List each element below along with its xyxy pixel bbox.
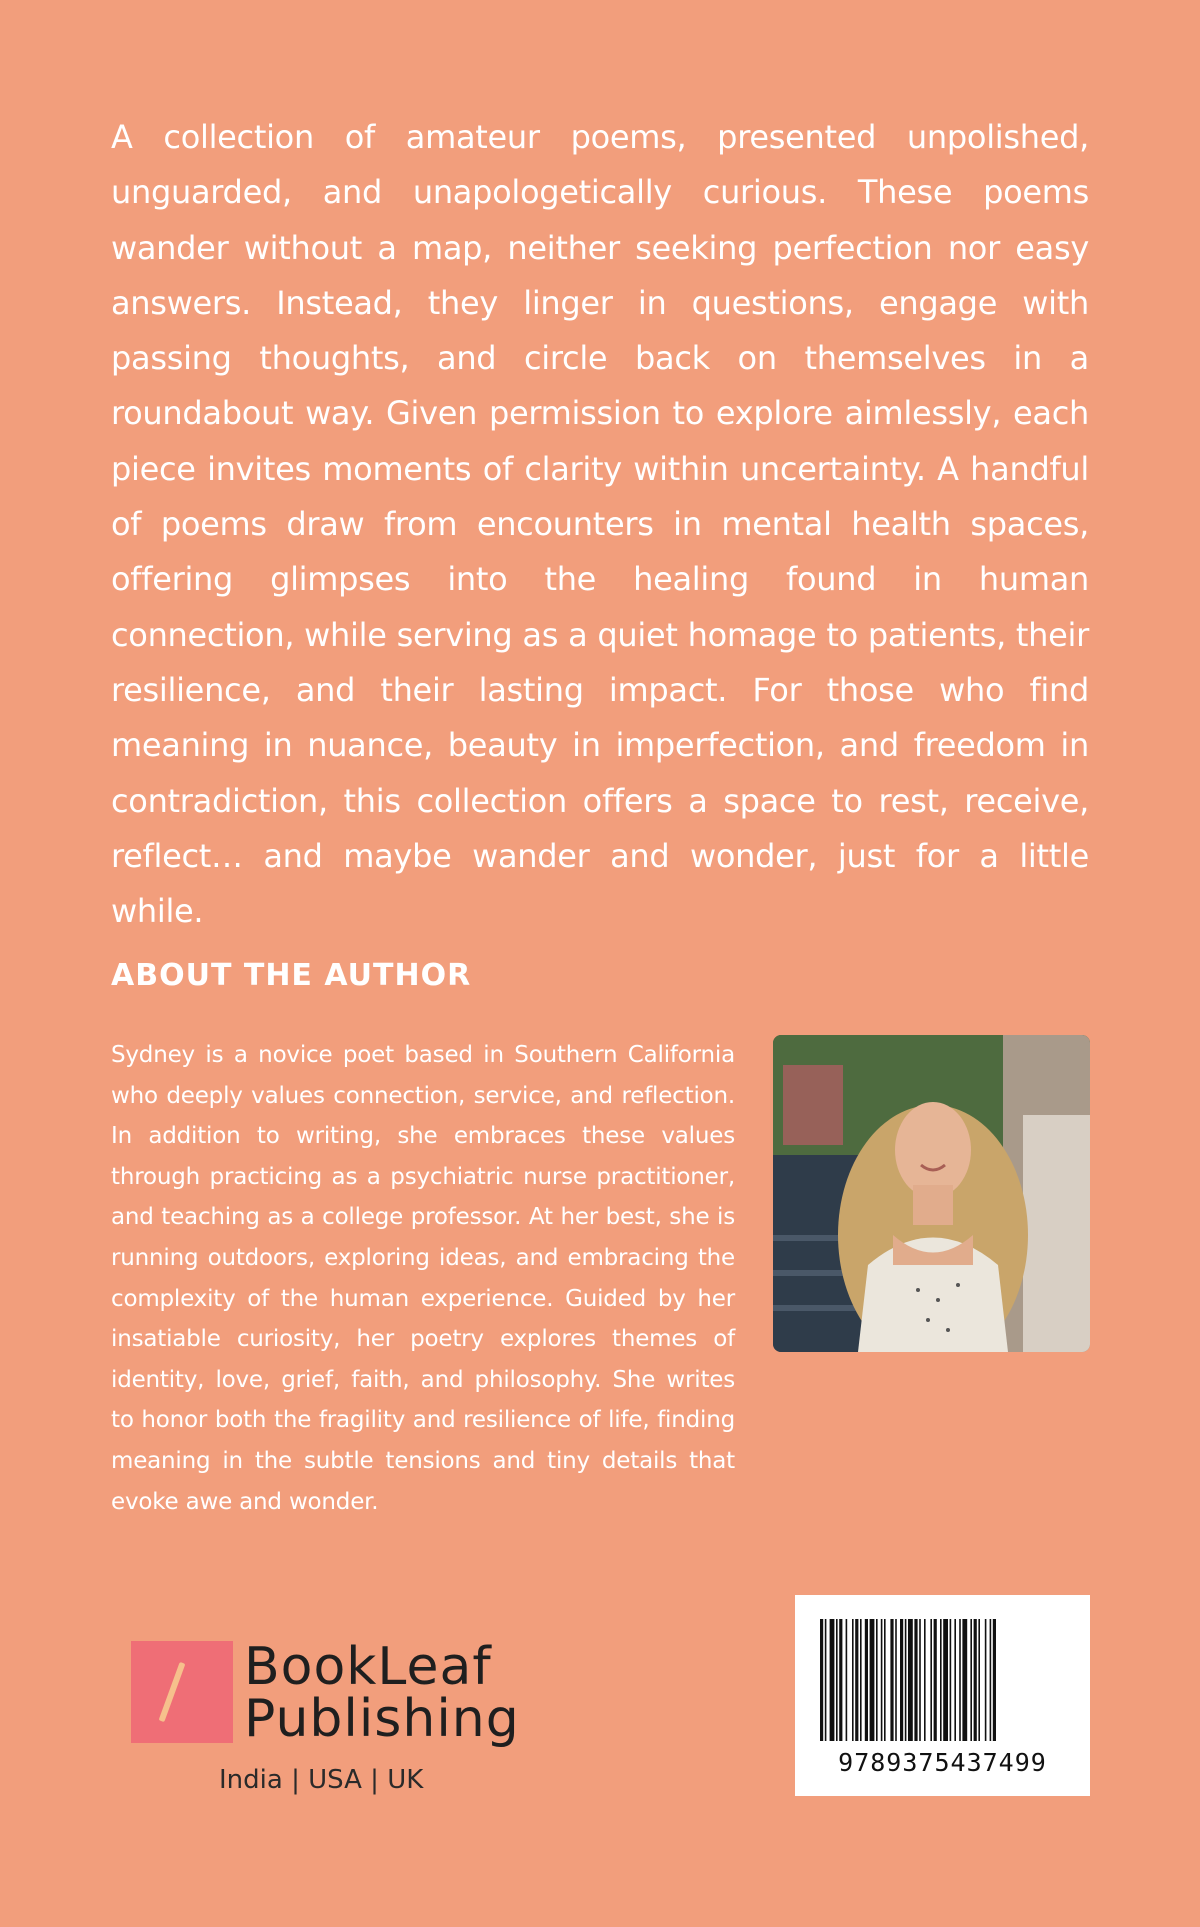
publisher-locations: India | USA | UK <box>219 1765 424 1795</box>
publisher-logo <box>131 1637 531 1801</box>
author-bio: Sydney is a novice poet based in Southern California who deeply values connection, service, and reflection. In addition to writing, she embraces these values through practicing as a psychiatric nurse practitioner, and teaching as a college professor. At her best, she is running outdoors, exploring ideas, and embracing the complexity of the human experience. Guided by her insatiable curiosity, her poetry explores themes of identity, love, grief, faith, and philosophy. She writes to honor both the fragility and resilience of life, finding meaning in the subtle tensions and tiny details that evoke awe and wonder. <box>111 1042 735 1515</box>
isbn-number: 9789375437499 <box>838 1748 1047 1777</box>
author-photo <box>773 1035 1090 1352</box>
barcode <box>795 1595 1090 1796</box>
publisher-name-line1: BookLeaf <box>244 1637 492 1697</box>
leaf-slash-logo-icon <box>131 1641 233 1743</box>
barcode-icon <box>820 1619 1065 1741</box>
publisher-name-line2: Publishing <box>244 1689 520 1749</box>
author-photo-image <box>773 1035 1090 1352</box>
about-author-heading: ABOUT THE AUTHOR <box>111 958 472 993</box>
book-blurb: A collection of amateur poems, presented unpolished, unguarded, and unapologetically curious. These poems wander without a map, neither seeking perfection nor easy answers. Instead, they linger in questions, engage with passing thoughts, and circle back on themselves in a roundabout way. Given permission to explore aimlessly, each piece invites moments of clarity within uncertainty. A handful of poems draw from encounters in mental health spaces, offering glimpses into the healing found in human connection, while serving as a quiet homage to patients, their resilience, and their lasting impact. For those who find meaning in nuance, beauty in imperfection, and freedom in contradiction, this collection offers a space to rest, receive, reflect… and maybe wander and wonder, just for a little while. <box>111 118 1089 931</box>
